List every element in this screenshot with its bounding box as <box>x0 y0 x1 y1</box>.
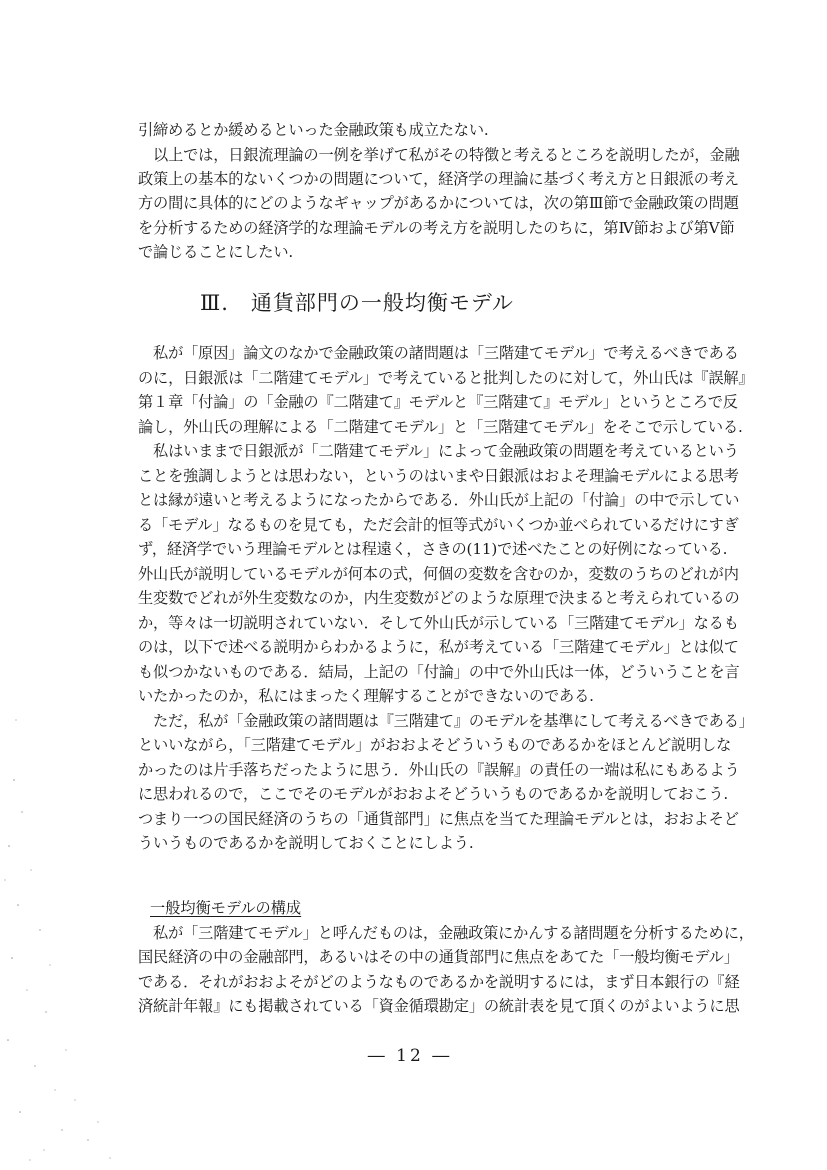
text-line: を分析するための経済学的な理論モデルの考え方を説明したのちに，第Ⅳ節および第Ⅴ節 <box>138 219 735 237</box>
text-line: 第１章「付論」の「金融の『二階建て』モデルと『三階建て』モデル」というところで反 <box>138 393 738 411</box>
text-line: 政策上の基本的ないくつかの問題について，経済学の理論に基づく考え方と日銀派の考え <box>138 170 739 188</box>
text-line: 私が「三階建てモデル」と呼んだものは，金融政策にかんする諸問題を分析するために， <box>138 924 754 942</box>
text-line: とは縁が遠いと考えるようになったからである．外山氏が上記の「付論」の中で示してい <box>138 491 740 509</box>
text-line: といいながら，「三階建てモデル」がおおよそどういうものであるかをほとんど説明しな <box>138 736 732 754</box>
text-line: も似つかないものである．結局，上記の「付論」の中で外山氏は一体，どういうことを言 <box>138 663 740 681</box>
text-line: ことを強調しようとは思わない，というのはいまや日銀派はおよそ理論モデルによる思考 <box>138 467 739 485</box>
subsection-heading: 一般均衡モデルの構成 <box>150 899 302 917</box>
text-line: で論じることにしたい. <box>138 243 294 261</box>
text-line: いたかったのか，私にはまったく理解することができないのである. <box>138 687 594 705</box>
text-line: かったのは片手落ちだったように思う．外山氏の『誤解』の責任の一端は私にもあるよう <box>138 761 740 779</box>
text-line: のは，以下で述べる説明からわかるように，私が考えている「三階建てモデル」とは似て <box>138 638 739 656</box>
text-line: 私はいままで日銀派が「二階建てモデル」によって金融政策の問題を考えているという <box>138 442 739 460</box>
page-number: ― 12 ― <box>367 1046 453 1066</box>
text-line: 私が「原因」論文のなかで金融政策の諸問題は「三階建てモデル」で考えるべきである <box>138 344 739 362</box>
text-line: に思われるので，ここでそのモデルがおおよそどういうものであるかを説明しておこう. <box>138 785 729 803</box>
text-line: 外山氏が説明しているモデルが何本の式，何個の変数を含むのか，変数のうちのどれが内 <box>138 565 739 583</box>
text-line: 論し，外山氏の理解による「二階建てモデル」と「三階建てモデル」をそこで示している. <box>138 418 743 436</box>
text-line: ず，経済学でいう理論モデルとは程遠く，さきの(11)で述べたことの好例になっている. <box>138 540 728 558</box>
text-line: か，等々は一切説明されていない．そして外山氏が示している「三階建てモデル」なるも <box>138 614 739 632</box>
text-line: る「モデル」なるものを見ても，ただ会計的恒等式がいくつか並べられているだけにすぎ <box>138 516 739 534</box>
text-line: である．それがおおよそがどのようなものであるかを説明するには，まず日本銀行の『経 <box>138 973 740 991</box>
text-line: 方の間に具体的にどのようなギャップがあるかについては，次の第Ⅲ節で金融政策の問題 <box>138 194 739 212</box>
text-line: のに，日銀派は「二階建てモデル」で考えていると批判したのに対して，外山氏は『誤解』 <box>138 369 754 387</box>
text-line: 国民経済の中の金融部門，あるいはその中の通貨部門に焦点をあてた「一般均衡モデル」 <box>138 948 739 966</box>
text-line: 以上では，日銀流理論の一例を挙げて私がその特徴と考えるところを説明したが，金融 <box>138 146 740 164</box>
section-heading: Ⅲ. 通貨部門の一般均衡モデル <box>200 291 514 315</box>
text-line: 引締めるとか緩めるといった金融政策も成立たない. <box>138 121 489 139</box>
text-line: 済統計年報』にも掲載されている「資金循環勘定」の統計表を見て頂くのがよいように思 <box>138 997 740 1015</box>
text-line: ういうものであるかを説明しておくことにしよう. <box>138 834 474 852</box>
text-line: 生変数でどれが外生変数なのか，内生変数がどのような原理で決まると考えられているの <box>138 589 740 607</box>
text-line: ただ，私が「金融政策の諸問題は『三階建て』のモデルを基準にして考えるべきである」 <box>138 712 754 730</box>
text-line: つまり一つの国民経済のうちの「通貨部門」に焦点を当てた理論モデルとは，おおよそど <box>138 810 739 828</box>
